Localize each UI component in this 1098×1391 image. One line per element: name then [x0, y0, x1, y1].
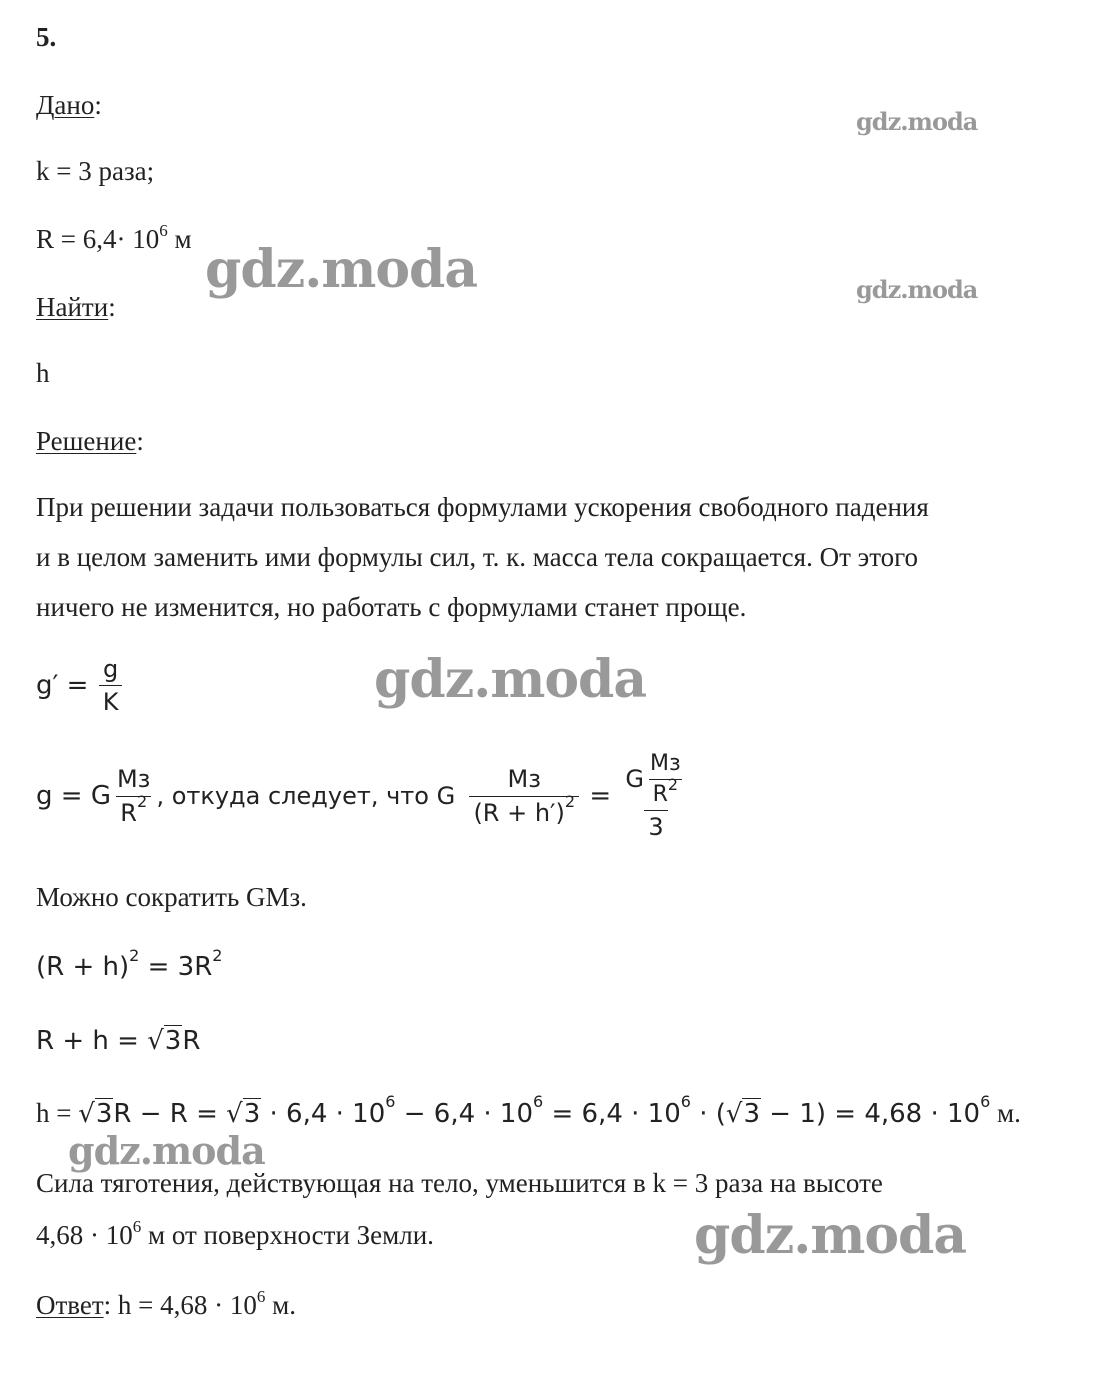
given-R-unit: м — [167, 224, 192, 254]
eq2-inner-den-base: R — [652, 782, 668, 808]
eq5-p6: · ( — [690, 1099, 726, 1129]
eq5-p5: = 6,4 · 10 — [543, 1099, 681, 1129]
eq2-text: , откуда следует, что G — [156, 781, 456, 810]
eq2-big-fraction — [621, 752, 690, 841]
eq1-fraction — [99, 656, 123, 716]
eq2-frac2-den-base: (R + h′) — [473, 798, 565, 827]
solution-line-3: ничего не изменится, но работать с формулами станет проще. — [36, 592, 747, 622]
watermark: gdz.moda — [374, 649, 647, 710]
conclusion-suffix: м от поверхности Земли. — [141, 1220, 434, 1250]
answer-prefix: : h = 4,68 · 10 — [103, 1290, 257, 1320]
solution-label: Решение — [36, 426, 137, 456]
sqrt-icon: √3 — [725, 1099, 760, 1129]
watermark: gdz.moda — [68, 1128, 265, 1173]
eq4-tail: R — [182, 1026, 201, 1056]
eq2-fraction — [113, 766, 154, 826]
watermark: gdz.moda — [856, 107, 978, 136]
eq5-e4: 6 — [980, 1092, 991, 1111]
eq2-frac2-den — [469, 791, 579, 827]
watermark: gdz.moda — [205, 239, 478, 300]
conclusion-prefix: 4,68 · 10 — [36, 1220, 133, 1250]
answer-exp: 6 — [256, 1287, 266, 1306]
solution-line-1: При решении задачи пользоваться формулами ускорения свободного падения — [36, 492, 929, 522]
conclusion-exp: 6 — [132, 1217, 142, 1236]
eq5-p2: R − R = — [113, 1099, 227, 1129]
equation-squared — [36, 946, 223, 982]
eq5-p1: h = — [36, 1098, 79, 1128]
eq5-p8: м. — [990, 1098, 1021, 1128]
eq4-sqrt-arg: 3 — [164, 1026, 182, 1056]
eq2-fraction-2 — [469, 766, 579, 826]
eq2-frac2-den-exp: 2 — [564, 791, 576, 811]
given-label: Дано — [36, 90, 95, 120]
sqrt-icon: √3 — [147, 1026, 182, 1056]
eq3-rhs: = 3R — [139, 952, 213, 982]
eq2-inner-num: Mз — [650, 751, 681, 776]
eq3-lhs: (R + h) — [36, 952, 130, 982]
eq5-sqrt3: 3 — [743, 1099, 760, 1129]
answer-label: Ответ — [36, 1290, 104, 1320]
eq1-lhs: g′ = — [36, 670, 89, 701]
reduce-text: Можно сократить GMз. — [36, 882, 307, 912]
eq1-num: g — [102, 655, 119, 683]
find-label: Найти — [36, 292, 109, 322]
eq5-e1: 6 — [385, 1092, 396, 1111]
conclusion-line-2 — [36, 1217, 434, 1250]
eq3-lhs-exp: 2 — [129, 946, 140, 965]
eq5-p7: − 1) = 4,68 · 10 — [761, 1099, 981, 1129]
eq2-equals: = — [589, 780, 612, 811]
eq2-inner-den — [649, 775, 682, 808]
given-heading: Дано: — [36, 90, 102, 120]
eq4-lhs: R + h = — [36, 1026, 148, 1056]
eq5-p3: · 6,4 · 10 — [261, 1099, 386, 1129]
watermark: gdz.moda — [694, 1205, 967, 1266]
eq2-frac2-num: Mз — [507, 765, 541, 794]
equation-h-result — [36, 1092, 1021, 1129]
eq5-sqrt2: 3 — [243, 1099, 261, 1129]
given-R-exp: 6 — [159, 221, 168, 240]
equation-g-prime — [36, 656, 124, 716]
find-heading: Найти: — [36, 292, 116, 322]
eq2-big-num — [621, 752, 690, 810]
given-R-prefix: R = 6,4· 10 — [36, 224, 160, 254]
solution-line-2: и в целом заменить ими формулы сил, т. к. масса тела сокращается. От этого — [36, 542, 919, 572]
eq2-inner-fraction — [646, 752, 685, 807]
eq1-den: K — [99, 685, 123, 715]
eq2-big-num-G: G — [625, 765, 644, 794]
watermark: gdz.moda — [856, 275, 978, 304]
eq2-den — [116, 791, 151, 827]
eq2-lhs: g = G — [36, 780, 111, 811]
eq2-num: Mз — [116, 765, 151, 794]
given-R — [36, 221, 192, 254]
eq5-p4: − 6,4 · 10 — [395, 1099, 534, 1129]
sqrt-icon: √3 — [226, 1099, 261, 1129]
answer-line — [36, 1287, 296, 1320]
conclusion-line-1: Сила тяготения, действующая на тело, уменьшится в k = 3 раза на высоте — [36, 1168, 883, 1198]
eq3-rhs-exp: 2 — [212, 946, 223, 965]
answer-suffix: м. — [265, 1290, 296, 1320]
eq5-e2: 6 — [533, 1092, 544, 1111]
equation-root — [36, 1028, 200, 1054]
problem-number: 5. — [36, 22, 57, 52]
eq2-inner-den-exp: 2 — [667, 775, 679, 795]
eq5-e3: 6 — [680, 1092, 691, 1111]
equation-g — [36, 752, 693, 841]
given-k: k = 3 раза; — [36, 156, 155, 186]
eq2-big-den: 3 — [644, 810, 667, 840]
eq2-den-base: R — [120, 798, 137, 827]
eq5-sqrt1: 3 — [95, 1099, 113, 1129]
find-value: h — [36, 358, 50, 388]
solution-heading: Решение: — [36, 426, 144, 456]
eq2-den-exp: 2 — [136, 791, 148, 811]
sqrt-icon: √3 — [78, 1099, 113, 1129]
